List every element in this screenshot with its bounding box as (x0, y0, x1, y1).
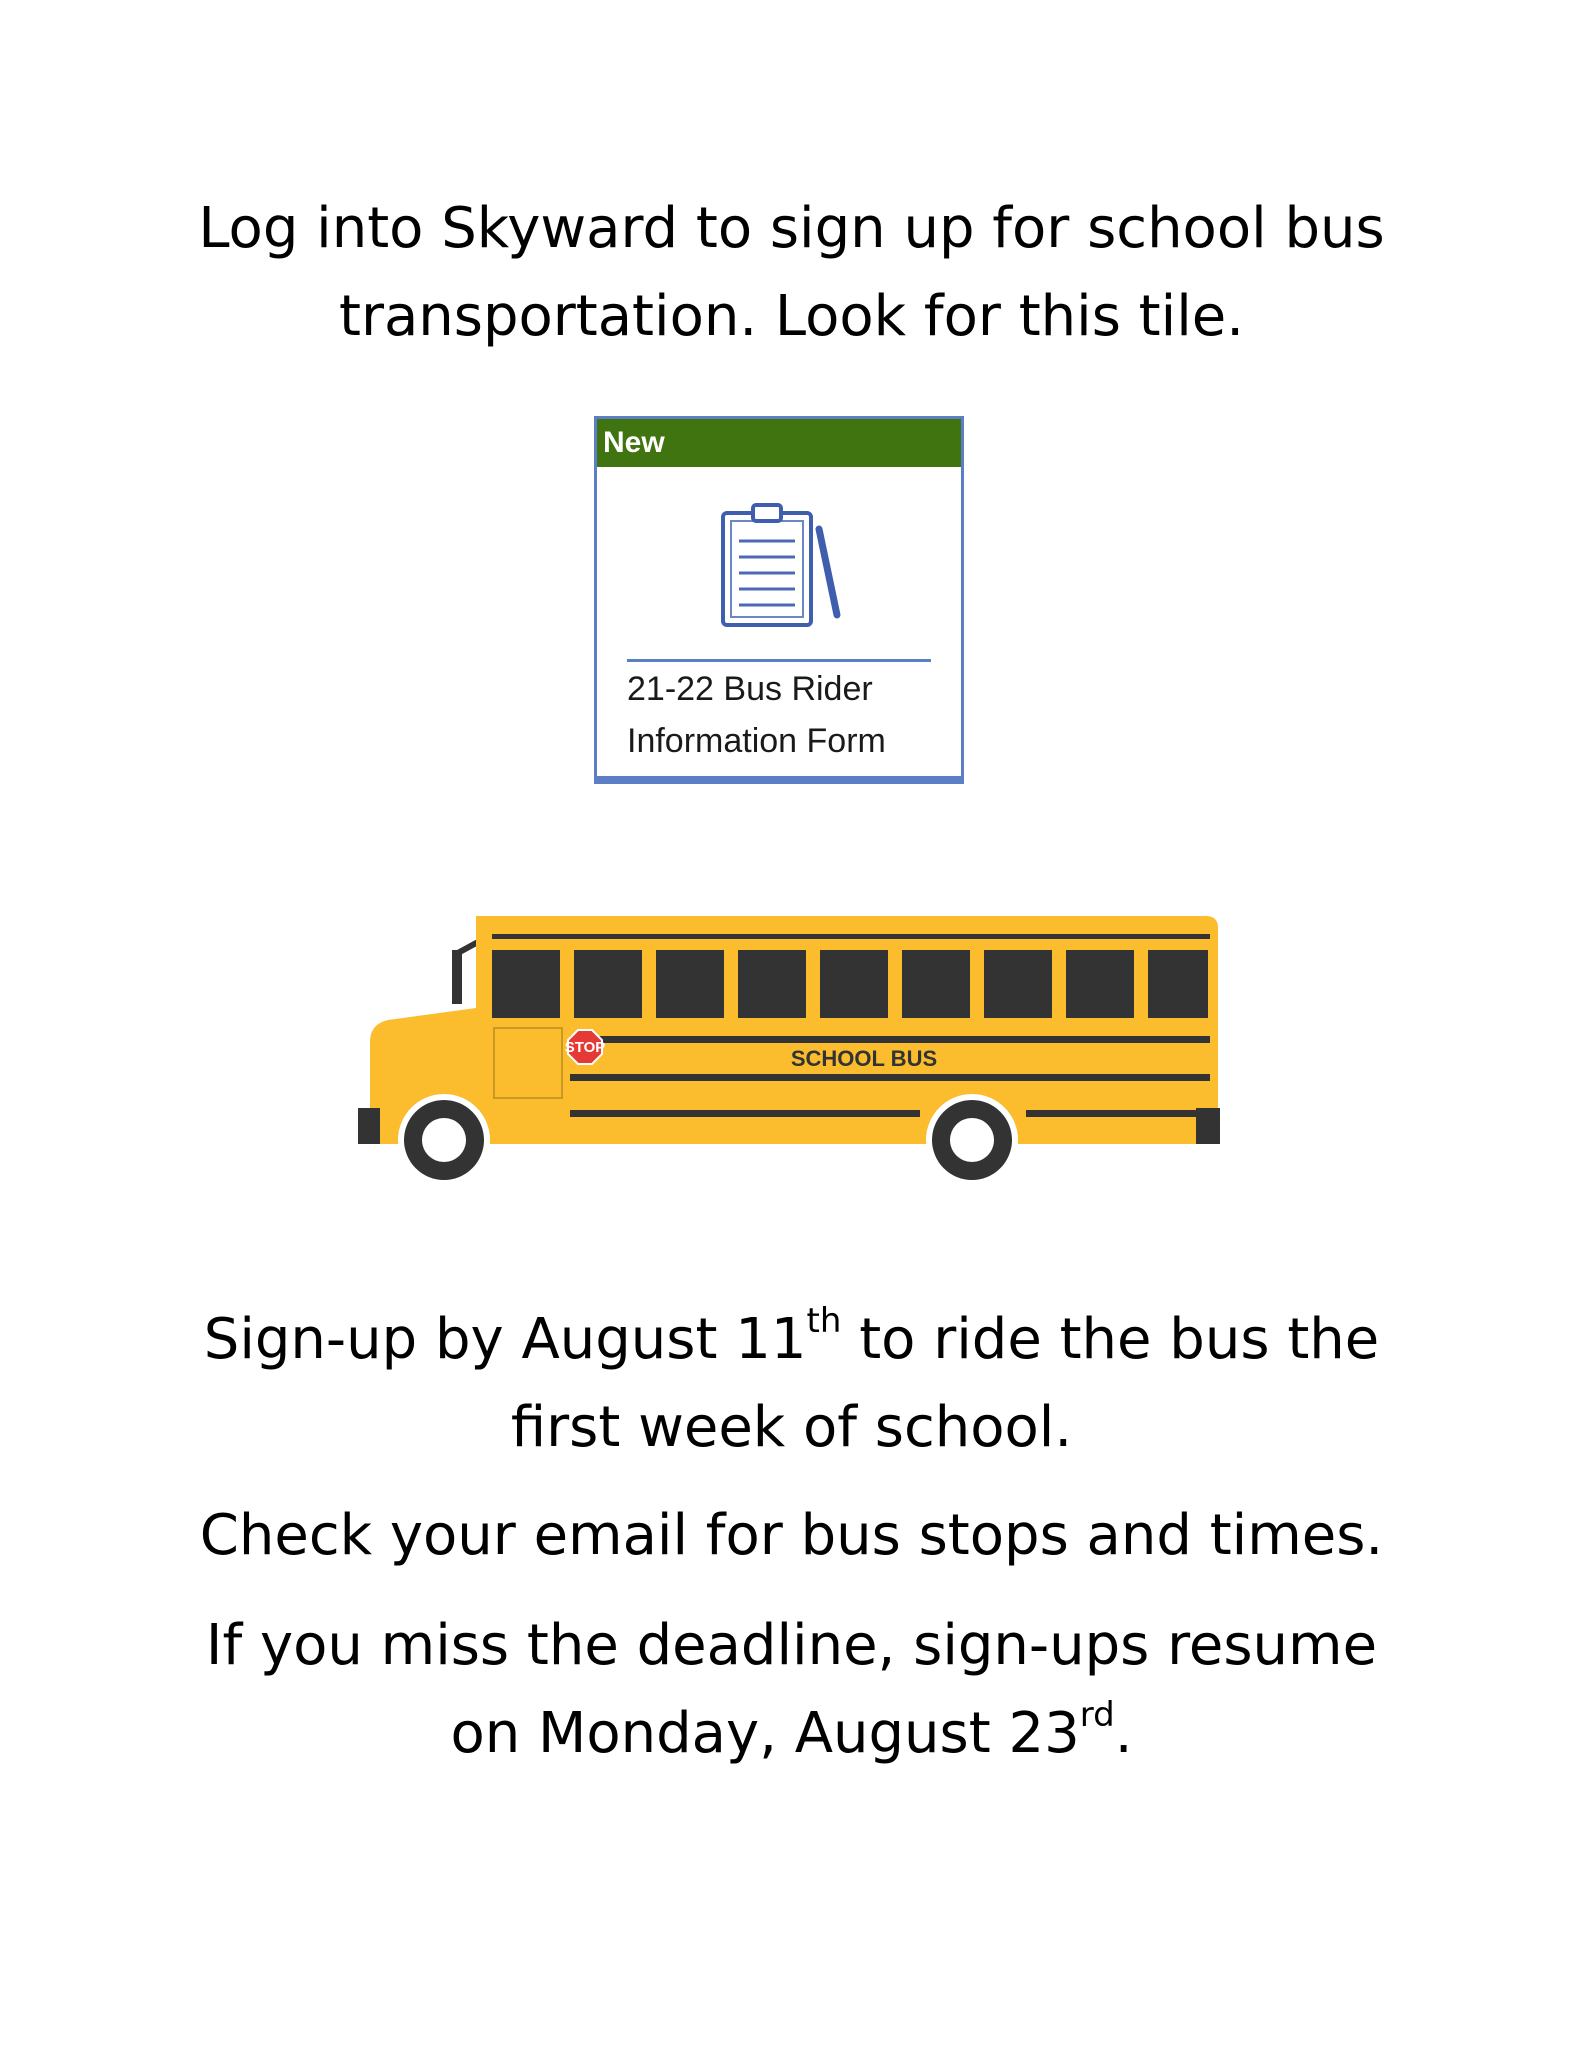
bus-mirror-arm (456, 942, 478, 954)
bus-stripe-4 (1026, 1110, 1210, 1117)
check-line: Check your email for bus stops and times. (199, 1503, 1384, 1568)
tile-new-header: New (597, 419, 961, 467)
bus-front-wheel (398, 1094, 490, 1186)
bus-stripe-3 (570, 1110, 920, 1117)
miss-pre: on Monday, August 23 (450, 1701, 1080, 1766)
signup-deadline-text (0, 1296, 1583, 1472)
bus-rear-bumper (1196, 1108, 1220, 1144)
bus-windows (492, 950, 1208, 1018)
clipboard-pencil-icon (715, 499, 845, 629)
bus-roof-stripe (492, 934, 1210, 939)
intro-line-1: Log into Skyward to sign up for school bus (198, 196, 1385, 261)
bus-side-label: SCHOOL BUS (790, 1046, 938, 1071)
bus-stop-sign-label: STOP (564, 1039, 606, 1056)
signup-post: to ride the bus the (841, 1307, 1380, 1372)
bus-stripe-2 (570, 1074, 1210, 1081)
bus-mirror (452, 950, 462, 1004)
signup-sup: th (806, 1301, 842, 1342)
check-email-text (0, 1492, 1583, 1580)
missed-deadline-text (0, 1602, 1583, 1778)
bus-rider-form-tile[interactable] (594, 416, 964, 784)
intro-text (0, 185, 1583, 361)
tile-divider (627, 659, 931, 662)
bus-stripe-1 (570, 1036, 1210, 1043)
school-bus-illustration (356, 912, 1220, 1188)
intro-line-2: transportation. Look for this tile. (338, 284, 1245, 349)
miss-line-1: If you miss the deadline, sign-ups resume (205, 1613, 1378, 1678)
miss-post: . (1114, 1701, 1133, 1766)
bus-front-bumper (358, 1108, 380, 1144)
signup-pre: Sign-up by August 11 (203, 1307, 807, 1372)
tile-label-line-2: Information Form (627, 722, 886, 760)
tile-label-line-1: 21-22 Bus Rider (627, 670, 873, 708)
bus-rear-wheel (926, 1094, 1018, 1186)
signup-line-2: first week of school. (510, 1395, 1073, 1460)
miss-sup: rd (1079, 1695, 1115, 1736)
